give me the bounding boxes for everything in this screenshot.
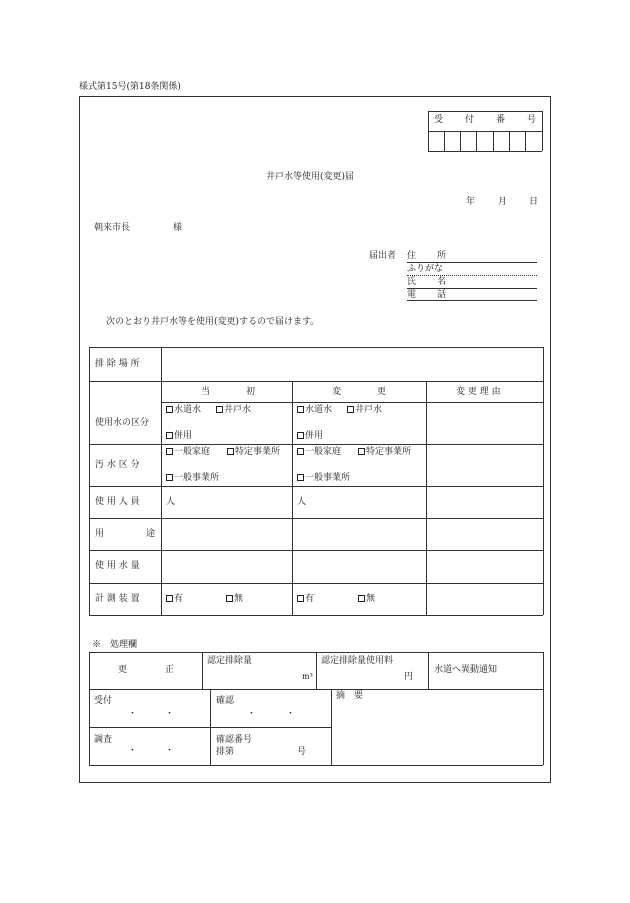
original-combined-option[interactable]: 併用 xyxy=(166,432,192,441)
address-field[interactable] xyxy=(407,262,537,263)
form-number: 様式第15号(第18条関係) xyxy=(79,82,181,92)
investigation-date-dot-1: ・ xyxy=(128,746,138,756)
checkbox[interactable] xyxy=(166,432,173,439)
checkbox[interactable] xyxy=(297,432,304,439)
original-general-business-option[interactable]: 一般事業所 xyxy=(166,474,219,483)
volume-label: 使 用 水 量 xyxy=(95,561,140,571)
summary-label: 摘 要 xyxy=(336,691,364,701)
original-household-option[interactable]: 一般家庭 xyxy=(166,448,210,457)
change-household-option[interactable]: 一般家庭 xyxy=(297,448,341,457)
form-title: 井戸水等使用(変更)届 xyxy=(266,172,355,182)
original-persons-unit: 人 xyxy=(166,497,176,507)
checkbox[interactable] xyxy=(226,595,233,602)
change-specific-business-option[interactable]: 特定事業所 xyxy=(358,448,411,457)
location-label: 排 除 場 所 xyxy=(95,359,140,369)
original-meter-yes-option[interactable]: 有 xyxy=(166,595,183,604)
checkbox[interactable] xyxy=(297,474,304,481)
processing-header: ※ 処理欄 xyxy=(92,640,138,650)
date-year[interactable]: 年 xyxy=(466,197,476,207)
change-tap-water-option[interactable]: 水道水 xyxy=(297,406,332,415)
discharge-number-unit: 号 xyxy=(297,747,307,757)
column-original-header: 当 初 xyxy=(201,387,255,397)
furigana-field[interactable] xyxy=(407,275,537,276)
column-reason-header: 変 更 理 由 xyxy=(456,387,501,397)
sewage-type-label: 汚 水 区 分 xyxy=(95,460,140,470)
original-specific-business-option[interactable]: 特定事業所 xyxy=(227,448,280,457)
checkbox[interactable] xyxy=(166,595,173,602)
purpose-label: 用 途 xyxy=(95,529,155,539)
original-tap-water-option[interactable]: 水道水 xyxy=(166,406,201,415)
checkbox[interactable] xyxy=(166,406,173,413)
change-meter-yes-option[interactable]: 有 xyxy=(297,595,314,604)
checkbox[interactable] xyxy=(166,474,173,481)
date-month[interactable]: 月 xyxy=(498,197,508,207)
received-date-dot-2: ・ xyxy=(165,709,175,719)
investigation-date-dot-2: ・ xyxy=(165,746,175,756)
checkbox[interactable] xyxy=(297,448,304,455)
change-persons-unit: 人 xyxy=(297,497,307,507)
phone-label: 電 話 xyxy=(407,290,446,300)
phone-field[interactable] xyxy=(407,300,537,301)
approved-fee-label: 認定排除量使用料 xyxy=(321,656,394,666)
change-combined-option[interactable]: 併用 xyxy=(297,432,323,441)
confirmed-date-dot-2: ・ xyxy=(286,709,296,719)
applicant-label: 届出者 xyxy=(369,251,397,261)
furigana-label: ふりがな xyxy=(407,264,444,274)
reception-number-label: 受 付 番 号 xyxy=(434,115,536,125)
checkbox[interactable] xyxy=(347,406,354,413)
meter-label: 計 測 装 置 xyxy=(95,594,140,604)
addressee-honorific: 様 xyxy=(173,223,183,233)
approved-fee-unit: 円 xyxy=(404,672,414,682)
confirmation-number-label: 確認番号 xyxy=(216,735,253,745)
water-type-label: 使用水の区分 xyxy=(95,418,150,428)
original-meter-no-option[interactable]: 無 xyxy=(226,595,243,604)
approved-volume-unit: m³ xyxy=(302,672,313,681)
original-well-water-option[interactable]: 井戸水 xyxy=(216,406,251,415)
date-day[interactable]: 日 xyxy=(529,197,539,207)
column-change-header: 変 更 xyxy=(332,387,386,397)
received-date-dot-1: ・ xyxy=(128,709,138,719)
name-field[interactable] xyxy=(407,288,537,289)
name-label: 氏 名 xyxy=(407,277,446,287)
checkbox[interactable] xyxy=(166,448,173,455)
checkbox[interactable] xyxy=(216,406,223,413)
checkbox[interactable] xyxy=(227,448,234,455)
addressee-name: 朝来市長 xyxy=(94,223,131,233)
investigation-label: 調査 xyxy=(94,735,113,745)
change-general-business-option[interactable]: 一般事業所 xyxy=(297,474,350,483)
checkbox[interactable] xyxy=(358,595,365,602)
change-meter-no-option[interactable]: 無 xyxy=(358,595,375,604)
confirmed-date-dot-1: ・ xyxy=(247,709,257,719)
checkbox[interactable] xyxy=(297,595,304,602)
checkbox[interactable] xyxy=(358,448,365,455)
correction-label: 更 正 xyxy=(118,665,174,675)
confirmed-label: 確認 xyxy=(216,696,235,706)
persons-label: 使 用 人 員 xyxy=(95,497,140,507)
checkbox[interactable] xyxy=(297,406,304,413)
change-well-water-option[interactable]: 井戸水 xyxy=(347,406,382,415)
discharge-number-prefix: 排第 xyxy=(216,747,235,757)
address-label: 住 所 xyxy=(407,251,446,261)
received-label: 受付 xyxy=(94,696,113,706)
water-notify-label: 水道へ異動通知 xyxy=(434,665,498,675)
statement: 次のとおり井戸水等を使用(変更)するので届けます。 xyxy=(106,317,320,327)
approved-volume-label: 認定排除量 xyxy=(207,656,253,666)
